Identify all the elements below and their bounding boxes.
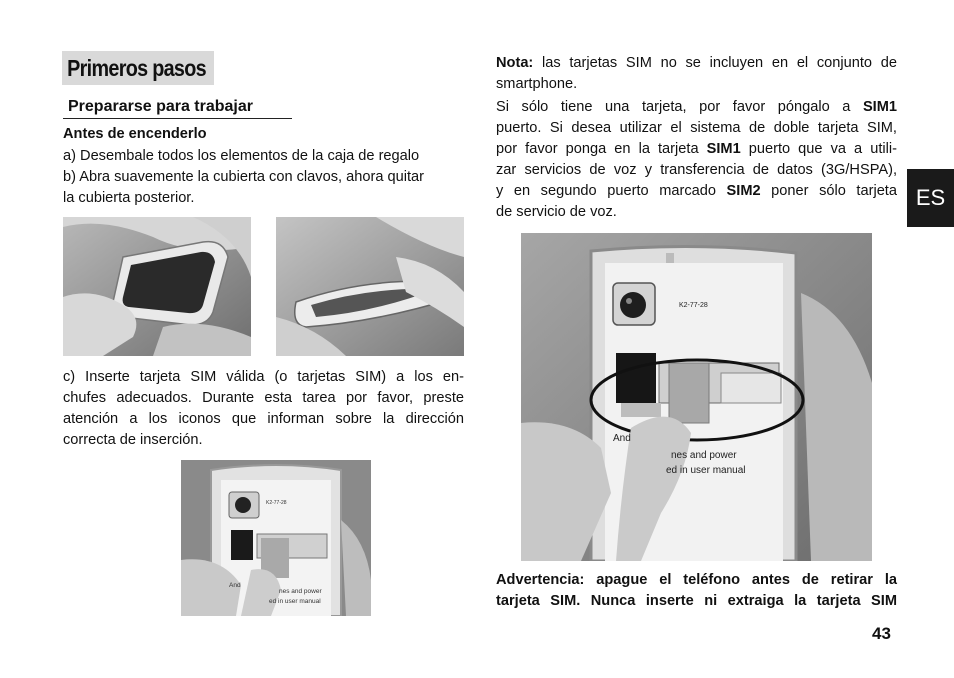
language-tab: ES xyxy=(907,169,954,227)
warning-line1: Advertencia: apague el teléfono antes de retirar la xyxy=(496,572,897,588)
section-heading: Antes de encenderlo xyxy=(63,126,207,142)
photo-open-cover-2-graphic xyxy=(276,217,464,356)
step-c-line3: atención a los iconos que informan sobre la dirección xyxy=(63,411,464,427)
small-photo-text-3: ed in user manual xyxy=(269,598,321,605)
note-paragraph xyxy=(496,53,897,95)
photo-sim-insert-small xyxy=(181,460,371,616)
para2-line3-text-a: por favor ponga en la tarjeta xyxy=(496,141,707,157)
large-photo-text-1: And xyxy=(613,433,631,444)
para2-line6: de servicio de voz. xyxy=(496,204,617,220)
page-title-box xyxy=(62,51,214,85)
photo-sim-insert-large-graphic xyxy=(521,233,872,561)
sim1-label-2: SIM1 xyxy=(706,141,741,157)
large-photo-text-2: nes and power xyxy=(671,450,737,461)
step-c-line1: c) Inserte tarjeta SIM válida (o tarjetas SIM) a los en- xyxy=(63,369,464,385)
small-photo-text-1: And xyxy=(229,582,241,589)
para2-line1-text: Si sólo tiene una tarjeta, por favor póngalo a xyxy=(496,99,863,115)
para2-line2: puerto. Si desea utilizar el sistema de doble tarjeta SIM, xyxy=(496,120,897,136)
warning-paragraph xyxy=(496,570,897,612)
small-photo-text-2: nes and power xyxy=(279,588,322,595)
page-number: 43 xyxy=(872,624,891,643)
note-label: Nota: xyxy=(496,55,534,71)
large-photo-code: K2-77-28 xyxy=(679,302,708,309)
para2-line5 xyxy=(496,181,897,202)
para2-line3 xyxy=(496,139,897,160)
sim1-label-1: SIM1 xyxy=(862,99,897,115)
para2-line5-text-c: poner sólo tarjeta xyxy=(760,183,897,199)
warning-line2: tarjeta SIM. Nunca inserte ni extraiga la tarjeta SIM xyxy=(496,593,897,609)
section-subtitle: Prepararse para trabajar xyxy=(63,97,292,119)
para2-line4: zar servicios de voz y transferencia de datos (3G/HSPA), xyxy=(496,162,897,178)
note-line2: smartphone. xyxy=(496,76,578,92)
para2-line1 xyxy=(496,97,897,118)
photo-open-cover-1 xyxy=(63,217,251,356)
step-c-paragraph xyxy=(63,367,464,451)
photo-sim-insert-small-graphic xyxy=(181,460,371,616)
note-line1 xyxy=(496,53,897,74)
step-b-line1: b) Abra suavemente la cubierta con clavos, ahora quitar xyxy=(63,169,424,185)
large-photo-text-3: ed in user manual xyxy=(666,465,746,476)
small-photo-code: K2-77-28 xyxy=(266,500,287,506)
step-b-line2: la cubierta posterior. xyxy=(63,190,195,206)
step-c-line4: correcta de inserción. xyxy=(63,432,203,448)
note-text: las tarjetas SIM no se incluyen en el conjunto de xyxy=(533,55,897,71)
step-c-line2: chufes adecuados. Durante esta tarea por favor, preste xyxy=(63,390,464,406)
step-a: a) Desembale todos los elementos de la caja de regalo xyxy=(63,148,420,164)
page-title: Primeros pasos xyxy=(67,54,206,81)
photo-open-cover-1-graphic xyxy=(63,217,251,356)
sim-instructions-paragraph xyxy=(496,97,897,223)
photo-open-cover-2 xyxy=(276,217,464,356)
para2-line5-text-a: y en segundo puerto marcado xyxy=(496,183,727,199)
para2-line3-text-c: puerto que va a utili- xyxy=(740,141,897,157)
sim2-label: SIM2 xyxy=(726,183,761,199)
photo-sim-insert-large xyxy=(521,233,872,561)
